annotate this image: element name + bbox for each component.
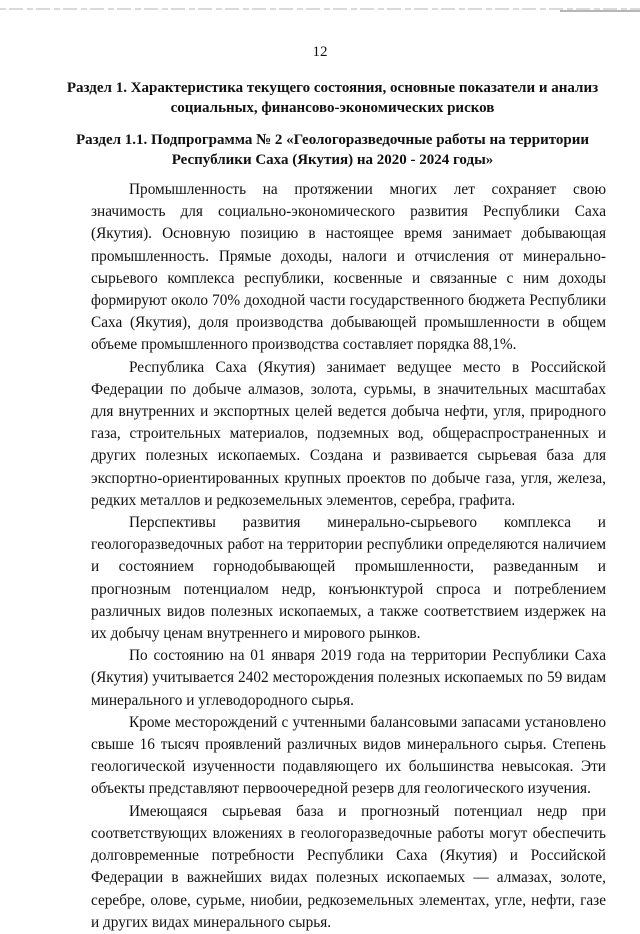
paragraph: По состоянию на 01 января 2019 года на территории Республики Саха (Якутия) учитывается 2402 месторождения полезных ископаемых по 59 видам минерального и углеводородного сырья. (91, 647, 606, 709)
body-text (91, 179, 606, 934)
section-title: Раздел 1. Характеристика текущего состояния, основные показатели и анализ социальных, финансово-экономических рисков (66, 80, 599, 116)
paragraph: Имеющаяся сырьевая база и прогнозный потенциал недр при соответствующих вложениях в геологоразведочные работы могут обеспечить долговременные потребности Республики Саха (Якутия) и Российской Федерации в важнейших видах полезных ископаемых — алмазах, золоте, серебре, олове, сурьме, ниобии, редкоземельных элементах, угле, нефти, газе и других видах минерального сырья. (91, 802, 606, 931)
paragraph: Промышленность на протяжении многих лет сохраняет свою значимость для социально-экономического развития Республики Саха (Якутия). Основную позицию в настоящее время занимает добывающая промышленность. Прямые доходы, налоги и отчисления от минерально-сырьевого комплекса республики, косвенные и связанные с ним доходы формируют около 70% доходной части государственного бюджета Республики Саха (Якутия), доля производства добывающей промышленности в общем объеме промышленного производства составляет порядка 88,1%. (91, 181, 606, 354)
scan-edge-line (0, 6, 640, 14)
page-number: 12 (312, 44, 328, 60)
subsection-title: Раздел 1.1. Подпрограмма № 2 «Геологоразведочные работы на территории Республики Саха (Якутия) на 2020 - 2024 годы» (75, 132, 590, 168)
paragraph: Кроме месторождений с учтенными балансовыми запасами установлено свыше 16 тысяч проявлений различных видов минерального сырья. Степень геологической изученности подавляющего их большинства невысокая. Эти объекты представляют первоочередной резерв для геологического изучения. (91, 713, 606, 798)
paragraph: Перспективы развития минерально-сырьевого комплекса и геологоразведочных работ на территории республики определяются наличием и состоянием горнодобывающей промышленности, разведанным и прогнозным потенциалом недр, конъюнктурой спроса и потреблением различных видов полезных ископаемых, а также соответствием издержек на их добычу ценам внутреннего и мирового рынков. (91, 514, 606, 643)
paragraph: Республика Саха (Якутия) занимает ведущее место в Российской Федерации по добыче алмазов, золота, сурьмы, в значительных масштабах для внутренних и экспортных целей ведется добыча нефти, угля, природного газа, строительных материалов, подземных вод, общераспространенных и других полезных ископаемых. Создана и развивается сырьевая база для экспортно-ориентированных крупных проектов по добыче газа, угля, железа, редких металлов и редкоземельных элементов, серебра, графита. (91, 358, 606, 509)
